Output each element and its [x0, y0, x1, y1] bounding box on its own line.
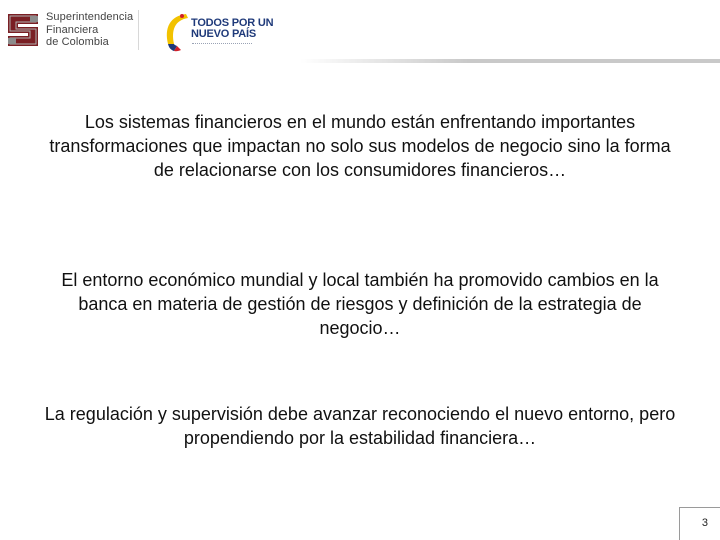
sfc-emblem-icon	[6, 10, 42, 50]
sfc-line-1: Superintendencia	[46, 11, 134, 23]
colombia-flag-arc-icon	[160, 10, 190, 52]
sfc-line-3: de Colombia	[46, 36, 109, 48]
sfc-wordmark	[46, 11, 133, 49]
paragraph-regulation: La regulación y supervisión debe avanzar reconociendo el nuevo entorno, pero propendiendo por la estabilidad financiera…	[44, 404, 676, 448]
todos-por-un-nuevo-pais-logo	[160, 10, 274, 54]
sfc-line-2: Financiera	[46, 23, 99, 36]
page-number: 3	[701, 517, 708, 529]
page-number-box	[679, 507, 720, 540]
paragraph-transformations: Los sistemas financieros en el mundo están enfrentando importantes transformaciones que impactan no solo sus modelos de negocio sino la forma de relacionarse con los consumidores financieros…	[49, 112, 671, 180]
tpn-line-1: TODOS POR UN	[191, 17, 274, 29]
paragraph-economic-environment: El entorno económico mundial y local también ha promovido cambios en la banca en materia de gestión de riesgos y definición de la estrategia de negocio…	[61, 270, 659, 338]
tpn-wordmark	[191, 18, 273, 40]
tpn-line-2: NUEVO PAÍS	[191, 28, 257, 40]
slide-header	[0, 0, 720, 64]
superintendencia-financiera-logo	[6, 10, 134, 50]
header-rule	[300, 59, 720, 63]
tpn-subline	[192, 43, 252, 46]
logo-divider	[138, 10, 139, 50]
